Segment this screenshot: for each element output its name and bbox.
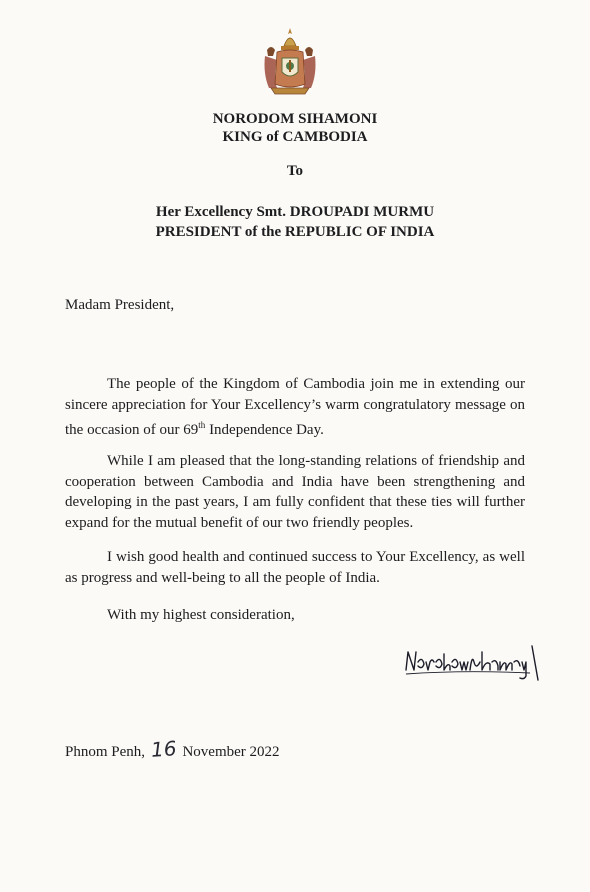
paragraph-relations (65, 451, 525, 533)
handwritten-day: 16 (150, 736, 178, 762)
paragraph-relations-text: While I am pleased that the long-standing relations of friendship and cooperation between Cambodia and India have been strengthening and developing in the past years, I am fully confident that these ties will further expand for the mutual benefit of our two friendly peoples. (65, 453, 525, 531)
royal-crest-icon (259, 26, 321, 96)
sender-block (0, 110, 590, 146)
place: Phnom Penh, (65, 744, 146, 760)
date-line (65, 737, 280, 761)
recipient-block (0, 202, 590, 242)
sender-title: KING of CAMBODIA (222, 129, 368, 145)
month-year: November 2022 (182, 744, 280, 760)
salutation: Madam President, (65, 297, 175, 313)
to-label: To (286, 163, 304, 179)
recipient-title: PRESIDENT of the REPUBLIC OF INDIA (155, 224, 435, 240)
ordinal-suffix: th (198, 420, 206, 430)
paragraph-appreciation (65, 374, 525, 441)
paragraph-wishes-text: I wish good health and continued success to Your Excellency, as well as progress and well-being to all the people of India. (65, 549, 525, 586)
closing-text: With my highest consideration, (107, 607, 295, 623)
paragraph-appreciation-end: Independence Day. (205, 422, 324, 438)
closing-line (65, 605, 525, 626)
recipient-name: Her Excellency Smt. DROUPADI MURMU (155, 204, 435, 220)
sender-name: NORODOM SIHAMONI (212, 111, 378, 127)
paragraph-wishes (65, 547, 525, 588)
paragraph-appreciation-text: The people of the Kingdom of Cambodia join me in extending our sincere appreciation for Your Excellency’s warm congratulatory message on the occasion of our 69 (65, 376, 525, 438)
handwritten-signature (402, 640, 552, 682)
